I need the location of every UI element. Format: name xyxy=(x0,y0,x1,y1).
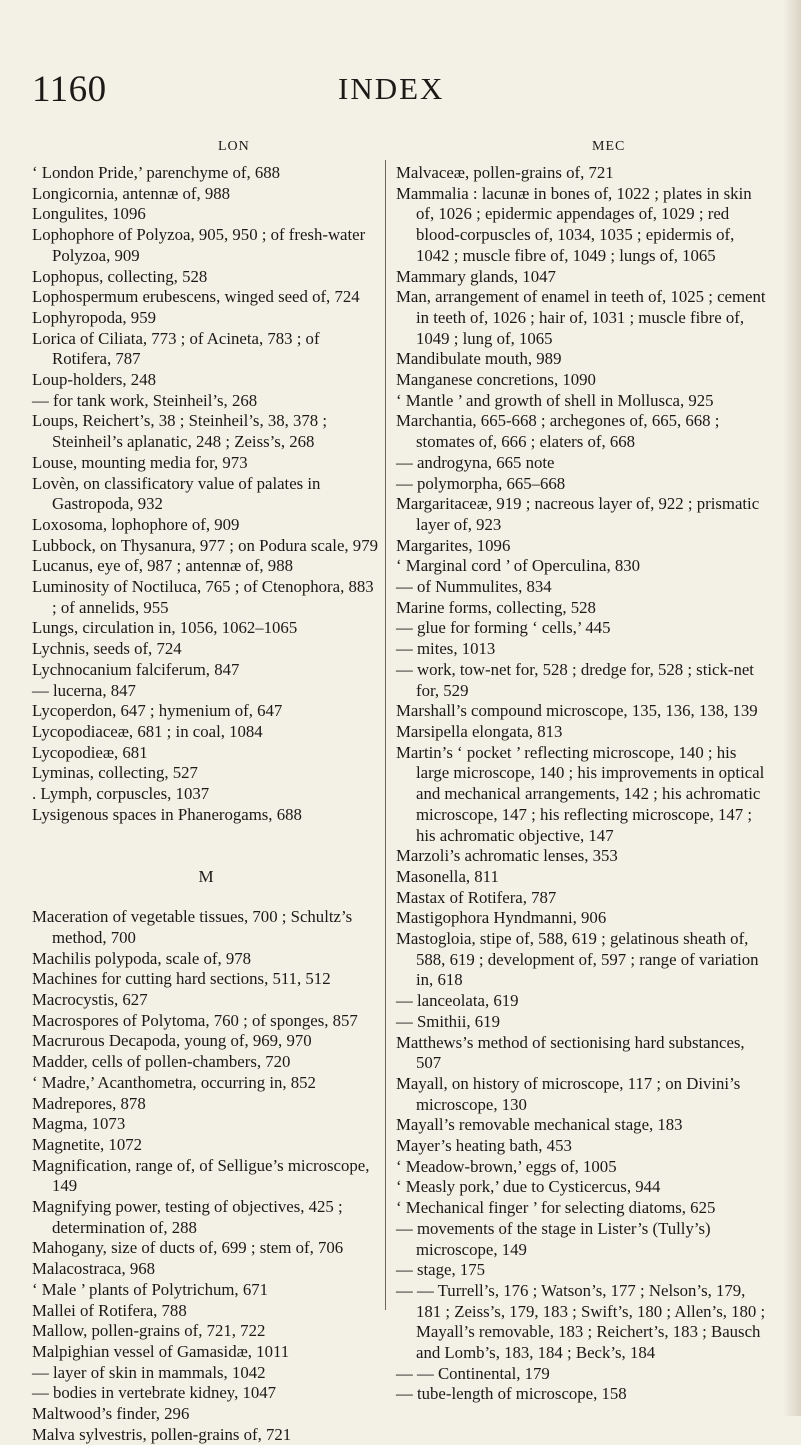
index-entry: Margarites, 1096 xyxy=(396,535,511,555)
index-entry: Lovèn, on classificatory value of palates in Gastropoda, 932 xyxy=(32,473,321,514)
index-entry: — Smithii, 619 xyxy=(396,1011,500,1031)
index-entry: Maceration of vegetable tissues, 700 ; Schultz’s method, 700 xyxy=(32,907,353,947)
index-entry: — androgyna, 665 note xyxy=(396,452,555,472)
running-head-right: MEC xyxy=(592,139,626,154)
index-entry: — for tank work, Steinheil’s, 268 xyxy=(32,390,258,410)
index-entry: Mahogany, size of ducts of, 699 ; stem of, 706 xyxy=(32,1238,344,1258)
index-entry: Lychnocanium falciferum, 847 xyxy=(32,659,240,679)
index-entry: ‘ Measly pork,’ due to Cysticercus, 944 xyxy=(396,1177,661,1197)
index-entry: Lycoperdon, 647 ; hymenium of, 647 xyxy=(32,701,283,721)
page-number: 1160 xyxy=(32,69,107,110)
index-entry: ‘ Male ’ plants of Polytrichum, 671 xyxy=(32,1279,268,1299)
page-edge-shadow xyxy=(783,0,801,1416)
index-entry: Loxosoma, lophophore of, 909 xyxy=(32,514,240,534)
index-entry: — movements of the stage in Lister’s (Tully’s) microscope, 149 xyxy=(396,1218,711,1259)
index-entry: Lysigenous spaces in Phanerogams, 688 xyxy=(32,804,302,824)
index-entry: — glue for forming ‘ cells,’ 445 xyxy=(396,618,611,638)
entries-l-group xyxy=(32,163,380,826)
index-entry: Lucanus, eye of, 987 ; antennæ of, 988 xyxy=(32,556,293,576)
index-entry: Magnetite, 1072 xyxy=(32,1134,142,1154)
index-entry: Marine forms, collecting, 528 xyxy=(396,597,596,617)
index-entry: — layer of skin in mammals, 1042 xyxy=(32,1362,266,1382)
index-entry: Mallei of Rotifera, 788 xyxy=(32,1300,187,1320)
index-entry: Lungs, circulation in, 1056, 1062–1065 xyxy=(32,618,298,638)
index-entry: Maltwood’s finder, 296 xyxy=(32,1404,190,1424)
index-entry: Madrepores, 878 xyxy=(32,1093,146,1113)
index-entry: Machilis polypoda, scale of, 978 xyxy=(32,948,252,968)
index-entry: — stage, 175 xyxy=(396,1260,486,1280)
right-column xyxy=(396,163,766,1405)
index-entry: ‘ Mantle ’ and growth of shell in Mollusca, 925 xyxy=(396,390,714,410)
index-entry: Macrospores of Polytoma, 760 ; of sponges, 857 xyxy=(32,1010,358,1030)
index-entry: Loups, Reichert’s, 38 ; Steinheil’s, 38, 378 ; Steinheil’s aplanatic, 248 ; Zeiss’s, 268 xyxy=(32,411,328,452)
index-entry: — — Continental, 179 xyxy=(396,1363,550,1383)
index-entry: Madder, cells of pollen-chambers, 720 xyxy=(32,1052,291,1072)
index-entry: Lyminas, collecting, 527 xyxy=(32,763,198,783)
index-entry: Mastogloia, stipe of, 588, 619 ; gelatinous sheath of, 588, 619 ; development of, 597 ; range of variation in, 618 xyxy=(396,929,759,990)
index-entry: Longicornia, antennæ of, 988 xyxy=(32,183,231,203)
index-entry: Lorica of Ciliata, 773 ; of Acineta, 783 ; of Rotifera, 787 xyxy=(32,328,320,369)
index-entry: Mayall, on history of microscope, 117 ; on Divini’s microscope, 130 xyxy=(396,1073,741,1114)
index-entry: Mastigophora Hyndmanni, 906 xyxy=(396,908,607,928)
index-entry: Mandibulate mouth, 989 xyxy=(396,349,562,369)
index-entry: Man, arrangement of enamel in teeth of, 1025 ; cement in teeth of, 1026 ; hair of, 1031 ; muscle fibre of, 1049 ; lung of, 1065 xyxy=(396,287,766,348)
index-entry: — — Turrell’s, 176 ; Watson’s, 177 ; Nelson’s, 179, 181 ; Zeiss’s, 179, 183 ; Swift’s, 180 ; Allen’s, 180 ; Mayall’s removable, 183 ; Reichert’s, 183 ; Bausch and Lomb’s, 183, 184 ; Beck’s, 184 xyxy=(396,1280,766,1363)
running-head-left: LON xyxy=(218,139,250,154)
index-entry: — tube-length of microscope, 158 xyxy=(396,1384,627,1404)
index-entry: Machines for cutting hard sections, 511, 512 xyxy=(32,969,331,989)
entries-m-group xyxy=(32,907,380,1445)
index-entry: Malva sylvestris, pollen-grains of, 721 xyxy=(32,1424,292,1444)
index-entry: Margaritaceæ, 919 ; nacreous layer of, 922 ; prismatic layer of, 923 xyxy=(396,494,760,534)
index-entry: ‘ Marginal cord ’ of Operculina, 830 xyxy=(396,556,641,576)
index-entry: Lycopodieæ, 681 xyxy=(32,742,148,762)
index-entry: Mammalia : lacunæ in bones of, 1022 ; plates in skin of, 1026 ; epidermic appendages of, 1029 ; red blood-corpuscles of, 1034, 1035 ; epidermis of, 1042 ; muscle fibre of, 1049 ; lungs of, 1065 xyxy=(396,183,752,265)
index-entry: Matthews’s method of sectionising hard substances, 507 xyxy=(396,1032,745,1073)
index-entry: Magma, 1073 xyxy=(32,1114,126,1134)
index-entry: . Lymph, corpuscles, 1037 xyxy=(32,784,210,804)
index-entry: Longulites, 1096 xyxy=(32,204,146,224)
index-entry: Manganese concretions, 1090 xyxy=(396,370,596,390)
index-entry: Masonella, 811 xyxy=(396,866,499,886)
page-title: INDEX xyxy=(338,71,445,106)
index-entry: Macrurous Decapoda, young of, 969, 970 xyxy=(32,1031,312,1051)
index-entry: Marchantia, 665-668 ; archegones of, 665, 668 ; stomates of, 666 ; elaters of, 668 xyxy=(396,411,720,452)
index-entry: — lucerna, 847 xyxy=(32,680,136,700)
section-letter: M xyxy=(198,866,214,886)
index-entry: Mammary glands, 1047 xyxy=(396,266,556,286)
entries-m-continued xyxy=(396,163,766,1405)
index-entry: Mastax of Rotifera, 787 xyxy=(396,887,557,907)
index-entry: Lycopodiaceæ, 681 ; in coal, 1084 xyxy=(32,721,263,741)
index-entry: — bodies in vertebrate kidney, 1047 xyxy=(32,1383,277,1403)
index-entry: Lophopus, collecting, 528 xyxy=(32,266,208,286)
index-entry: Louse, mounting media for, 973 xyxy=(32,452,248,472)
index-entry: Lophospermum erubescens, winged seed of, 724 xyxy=(32,287,360,307)
index-entry: Magnifying power, testing of objectives, 425 ; determination of, 288 xyxy=(32,1197,343,1237)
column-divider xyxy=(385,160,386,1310)
index-entry: Mallow, pollen-grains of, 721, 722 xyxy=(32,1321,266,1341)
index-entry: Lophyropoda, 959 xyxy=(32,307,156,327)
index-entry: Marsipella elongata, 813 xyxy=(396,721,563,741)
index-entry: — polymorpha, 665–668 xyxy=(396,473,566,493)
index-entry: Mayer’s heating bath, 453 xyxy=(396,1136,572,1156)
index-entry: Marshall’s compound microscope, 135, 136, 138, 139 xyxy=(396,701,758,721)
index-entry: ‘ Meadow-brown,’ eggs of, 1005 xyxy=(396,1156,617,1176)
index-entry: Malpighian vessel of Gamasidæ, 1011 xyxy=(32,1341,290,1361)
index-entry: Lychnis, seeds of, 724 xyxy=(32,639,182,659)
index-entry: Malvaceæ, pollen-grains of, 721 xyxy=(396,163,614,182)
index-entry: — of Nummulites, 834 xyxy=(396,577,552,597)
index-entry: Martin’s ‘ pocket ’ reflecting microscope, 140 ; his large microscope, 140 ; his improvements in optical and mechanical arrangements, 142 ; his achromatic microscope, 147 ; his reflecting microscope, 147 ; his achromatic objective, 147 xyxy=(396,742,765,845)
index-entry: Loup-holders, 248 xyxy=(32,370,156,390)
index-entry: Lubbock, on Thysanura, 977 ; on Podura scale, 979 xyxy=(32,535,378,555)
index-entry: Lophophore of Polyzoa, 905, 950 ; of fresh-water Polyzoa, 909 xyxy=(32,225,366,265)
left-column xyxy=(32,163,380,1445)
index-entry: Magnification, range of, of Selligue’s microscope, 149 xyxy=(32,1155,370,1196)
index-entry: ‘ London Pride,’ parenchyme of, 688 xyxy=(32,163,281,182)
index-entry: ‘ Madre,’ Acanthometra, occurring in, 852 xyxy=(32,1072,316,1092)
index-entry: — mites, 1013 xyxy=(396,639,496,659)
index-entry: — work, tow-net for, 528 ; dredge for, 528 ; stick-net for, 529 xyxy=(396,659,754,700)
index-entry: Luminosity of Noctiluca, 765 ; of Ctenophora, 883 ; of annelids, 955 xyxy=(32,577,374,617)
index-entry: Marzoli’s achromatic lenses, 353 xyxy=(396,846,618,866)
index-entry: — lanceolata, 619 xyxy=(396,991,519,1011)
index-entry: ‘ Mechanical finger ’ for selecting diatoms, 625 xyxy=(396,1198,716,1218)
index-entry: Mayall’s removable mechanical stage, 183 xyxy=(396,1115,683,1135)
index-entry: Malacostraca, 968 xyxy=(32,1259,156,1279)
index-entry: Macrocystis, 627 xyxy=(32,990,148,1010)
